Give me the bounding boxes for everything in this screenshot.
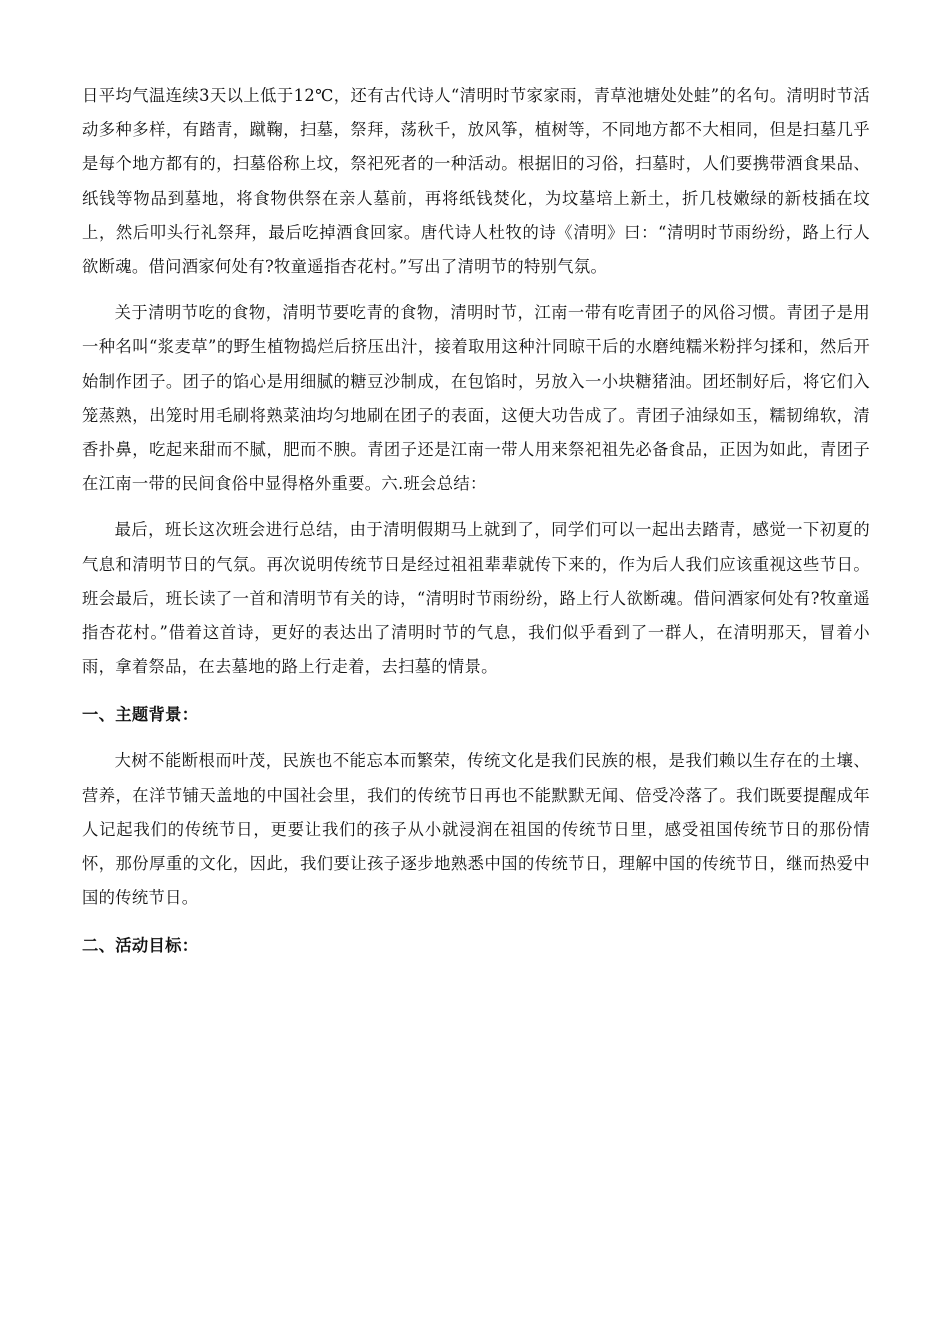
paragraph-qingming-food: 关于清明节吃的食物，清明节要吃青的食物，清明时节，江南一带有吃青团子的风俗习惯。青团子是用一种名叫“浆麦草”的野生植物捣烂后挤压出汁，接着取用这种汁同晾干后的水磨纯糯米粉拌匀揉和，然后开始制作团子。团子的馅心是用细腻的糖豆沙制成，在包馅时，另放入一小块糖猪油。团坯制好后，将它们入笼蒸熟，出笼时用毛刷将熟菜油均匀地刷在团子的表面，这便大功告成了。青团子油绿如玉，糯韧绵软，清香扑鼻，吃起来甜而不腻，肥而不腴。青团子还是江南一带人用来祭祀祖先必备食品，正因为如此，青团子在江南一带的民间食俗中显得格外重要。六.班会总结： xyxy=(82,303,870,494)
paragraph-qingming-customs: 日平均气温连续3天以上低于12℃，还有古代诗人“清明时节家家雨，青草池塘处处蛙”的名句。清明时节活动多种多样，有踏青，蹴鞠，扫墓，祭拜，荡秋千，放风筝，植树等，不同地方都不大相同，但是扫墓几乎是每个地方都有的，扫墓俗称上坟，祭祀死者的一种活动。根据旧的习俗，扫墓时，人们要携带酒食果品、纸钱等物品到墓地，将食物供祭在亲人墓前，再将纸钱焚化，为坟墓培上新土，折几枝嫩绿的新枝插在坟上，然后叩头行礼祭拜，最后吃掉酒食回家。唐代诗人杜牧的诗《清明》曰：“清明时节雨纷纷，路上行人欲断魂。借问酒家何处有?牧童遥指杏花村。”写出了清明节的特别气氛。 xyxy=(82,86,870,277)
paragraph-theme-background: 大树不能断根而叶茂，民族也不能忘本而繁荣，传统文化是我们民族的根，是我们赖以生存在的土壤、营养，在洋节铺天盖地的中国社会里，我们的传统节日再也不能默默无闻、倍受冷落了。我们既要提醒成年人记起我们的传统节日，更要让我们的孩子从小就浸润在祖国的传统节日里，感受祖国传统节日的那份情怀，那份厚重的文化，因此，我们要让孩子逐步地熟悉中国的传统节日，理解中国的传统节日，继而热爱中国的传统节日。 xyxy=(82,751,870,908)
section-heading-activity-goals: 二、活动目标： xyxy=(82,936,199,956)
document-page xyxy=(82,79,870,975)
paragraph-class-summary: 最后，班长这次班会进行总结，由于清明假期马上就到了，同学们可以一起出去踏青，感觉一下初夏的气息和清明节日的气氛。再次说明传统节日是经过祖祖辈辈就传下来的，作为后人我们应该重视这些节日。班会最后，班长读了一首和清明节有关的诗，“清明时节雨纷纷，路上行人欲断魂。借问酒家何处有?牧童遥指杏花村。”借着这首诗，更好的表达出了清明时节的气息，我们似乎看到了一群人，在清明那天，冒着小雨，拿着祭品，在去墓地的路上行走着，去扫墓的情景。 xyxy=(82,520,870,677)
section-heading-theme-background: 一、主题背景： xyxy=(82,705,199,725)
